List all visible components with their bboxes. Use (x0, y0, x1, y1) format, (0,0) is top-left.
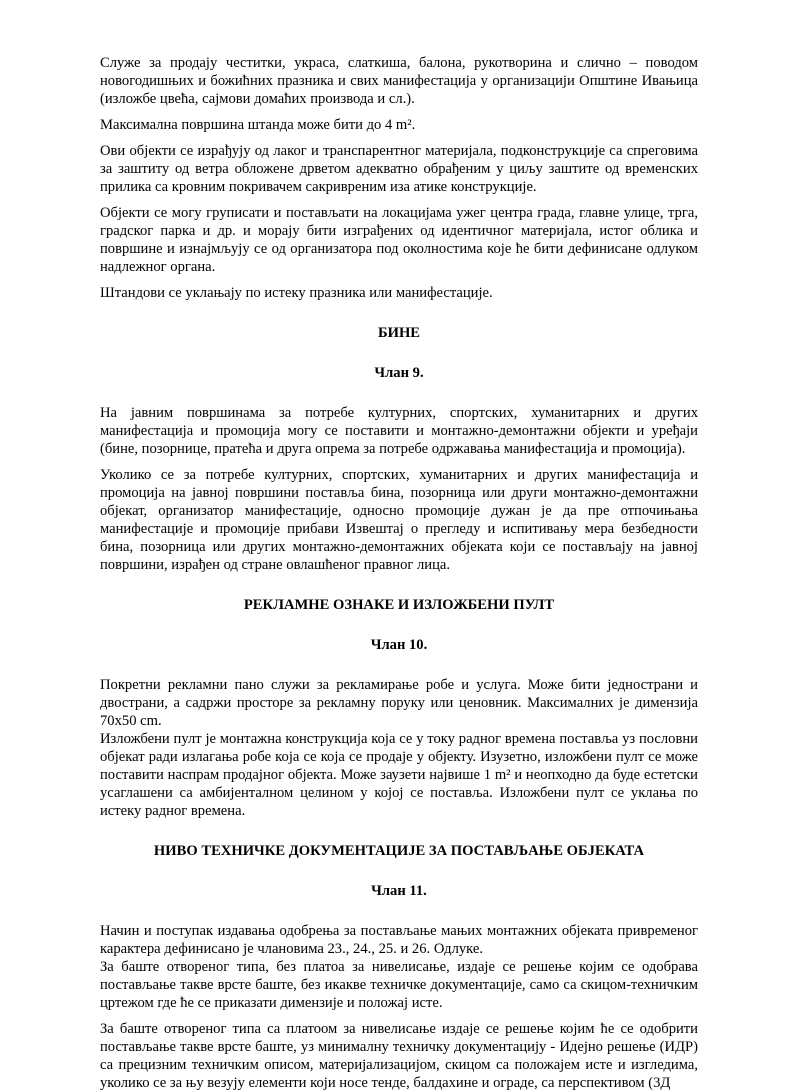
paragraph: Покретни рекламни пано служи за рекламирање робе и услуга. Може бити једнострани и двострани, а садржи просторе за рекламну поруку или ценовник. Максималних је димензија 70x50 cm. (100, 677, 698, 729)
section-heading: РЕКЛАМНЕ ОЗНАКЕ И ИЗЛОЖБЕНИ ПУЛТ (243, 597, 555, 613)
section-heading: НИВО ТЕХНИЧКЕ ДОКУМЕНТАЦИЈЕ ЗА ПОСТАВЉАЊЕ ОБЈЕКАТА (153, 843, 645, 859)
paragraph: Ови објекти се израђују од лаког и транспарентног материјала, подконструкције са спреговима за заштиту од ветра обложене дрветом адекватно обрађеним у циљу заштите од временских прилика са кровним покривачем сакривреним иза атике конструкције. (100, 143, 698, 195)
paragraph: Служе за продају честитки, украса, слаткиша, балона, рукотворина и слично – поводом новогодишњих и божићних празника и свих манифестација у организацији Општине Ивањица (изложбе цвећа, сајмови домаћих производа и сл.). (100, 55, 698, 107)
section-heading: Члан 11. (371, 883, 427, 899)
section-heading: Члан 10. (370, 637, 428, 653)
document-body (100, 54, 698, 1092)
paragraph: За баште отвореног типа, без платоа за нивелисање, издаје се решење којим се одобрава постављање такве врсте баште, без икакве техничке документације, само са скицом-техничким цртежом где ће се приказати димензије и положај исте. (100, 959, 698, 1011)
section-heading: Члан 9. (374, 365, 424, 381)
paragraph: На јавним површинама за потребе културних, спортских, хуманитарних и других манифестација и промоција могу се поставити и монтажно-демонтажни објекти и уређаји (бине, позорнице, пратећа и друга опрема за потребе одржавања манифестација и промоција). (100, 405, 698, 457)
section-heading: БИНЕ (377, 325, 421, 341)
paragraph: За баште отвореног типа са платоом за нивелисање издаје се решење којим ће се одобрити постављање такве врсте баште, уз минималну техничку документацију - Идејно решење (ИДР) са прецизним техничким описом, материјализацијом, скицом са положајем исте и изгледима, уколико се за њу везују елементи који носе тенде, балдахине и ограде, са перспективом (3Д (100, 1021, 698, 1091)
paragraph: Објекти се могу груписати и постављати на локацијама ужег центра града, главне улице, трга, градског парка и др. и морају бити изграђених од идентичног материјала, истог облика и површине и изнајмљују се од организатора под околностима које ће бити дефинисане одлуком надлежног органа. (100, 205, 698, 275)
paragraph: Штандови се уклањају по истеку празника или манифестације. (100, 285, 493, 301)
paragraph: Уколико се за потребе културних, спортских, хуманитарних и других манифестација и промоција на јавној површини поставља бина, позорница или други монтажно-демонтажни објекат, организатор манифестације, односно промоције дужан је да пре отпочињања манифестације и промоције прибави Извештај о прегледу и испитивању мера безбедности бина, позорница или других монтажно-демонтажних објеката који се постављају на јавној површини, израђен од стране овлашћеног правног лица. (100, 467, 698, 573)
paragraph: Изложбени пулт је монтажна конструкција која се у току радног времена поставља уз пословни објекат ради излагања робе која се која се продаје у објекту. Изузетно, изложбени пулт се може поставити наспрам продајног објекта. Може заузети највише 1 m² и неопходно да буде естетски усаглашени са амбијенталном целином у којој се поставља. Изложбени пулт се уклања по истеку радног времена. (100, 731, 698, 819)
paragraph: Максимална површина штанда може бити до 4 m². (100, 117, 416, 133)
paragraph: Начин и поступак издавања одобрења за постављање мањих монтажних објеката привременог карактера дефинисано је члановима 23., 24., 25. и 26. Одлуке. (100, 923, 698, 957)
